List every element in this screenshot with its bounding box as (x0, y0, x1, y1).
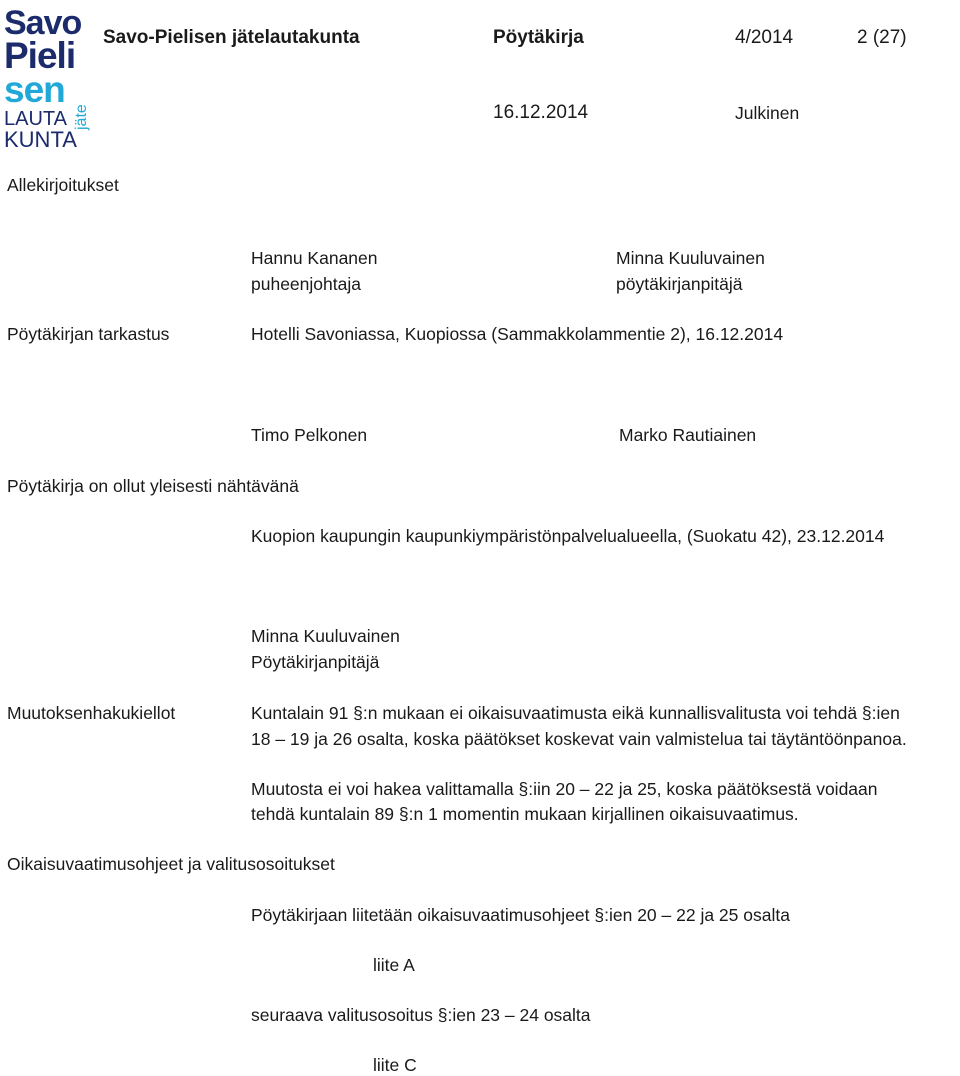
review-place: Hotelli Savoniassa, Kuopiossa (Sammakkolammentie 2), 16.12.2014 (251, 324, 784, 344)
logo-text-savo: Savo (4, 4, 82, 42)
appeal-ban-para1-line2: 18 – 19 ja 26 osalta, koska päätökset koskevat vain valmistelua tai täytäntöönpanoa. (251, 729, 907, 749)
display-place: Kuopion kaupungin kaupunkiympäristönpalvelualueella, (Suokatu 42), 23.12.2014 (251, 526, 885, 546)
instructions-line2: seuraava valitusosoitus §:ien 23 – 24 osalta (251, 1005, 591, 1025)
logo-text-lauta: LAUTA (4, 108, 67, 130)
instructions-line1: Pöytäkirjaan liitetään oikaisuvaatimusohjeet §:ien 20 – 22 ja 25 osalta (251, 905, 790, 925)
attachment-a: liite A (373, 955, 415, 975)
organization-name: Savo-Pielisen jätelautakunta (103, 27, 360, 48)
logo-text-sen: sen (4, 69, 65, 110)
document-status: Julkinen (735, 103, 800, 123)
organization-logo (4, 4, 92, 150)
document-number: 4/2014 (735, 27, 794, 48)
chair-title: puheenjohtaja (251, 274, 361, 294)
document-type: Pöytäkirja (493, 27, 584, 48)
page-count: 2 (27) (857, 27, 907, 48)
chair-name: Hannu Kananen (251, 248, 378, 268)
logo-text-pieli: Pieli (4, 35, 76, 76)
secretary-name: Minna Kuuluvainen (616, 248, 765, 268)
display-signer-name: Minna Kuuluvainen (251, 626, 400, 646)
appeal-ban-para2-line2: tehdä kuntalain 89 §:n 1 momentin mukaan kirjallinen oikaisuvaatimus. (251, 804, 799, 824)
logo-text-jate: jäte (73, 104, 90, 130)
reviewer-1: Timo Pelkonen (251, 425, 368, 445)
logo-text-kunta: KUNTA (4, 127, 77, 150)
attachment-c: liite C (373, 1055, 417, 1075)
document-date: 16.12.2014 (493, 102, 589, 123)
secretary-title: pöytäkirjanpitäjä (616, 274, 743, 294)
display-label: Pöytäkirja on ollut yleisesti nähtävänä (7, 476, 299, 496)
appeal-ban-para1-line1: Kuntalain 91 §:n mukaan ei oikaisuvaatimusta eikä kunnallisvalitusta voi tehdä §:ien (251, 703, 900, 723)
review-label: Pöytäkirjan tarkastus (7, 324, 170, 344)
appeal-ban-para2-line1: Muutosta ei voi hakea valittamalla §:iin 20 – 22 ja 25, koska päätöksestä voidaan (251, 779, 878, 799)
instructions-label: Oikaisuvaatimusohjeet ja valitusosoitukset (7, 854, 335, 874)
signatures-heading: Allekirjoitukset (7, 175, 119, 195)
reviewer-2: Marko Rautiainen (619, 425, 757, 445)
display-signer-title: Pöytäkirjanpitäjä (251, 652, 380, 672)
appeal-ban-label: Muutoksenhakukiellot (7, 703, 176, 723)
